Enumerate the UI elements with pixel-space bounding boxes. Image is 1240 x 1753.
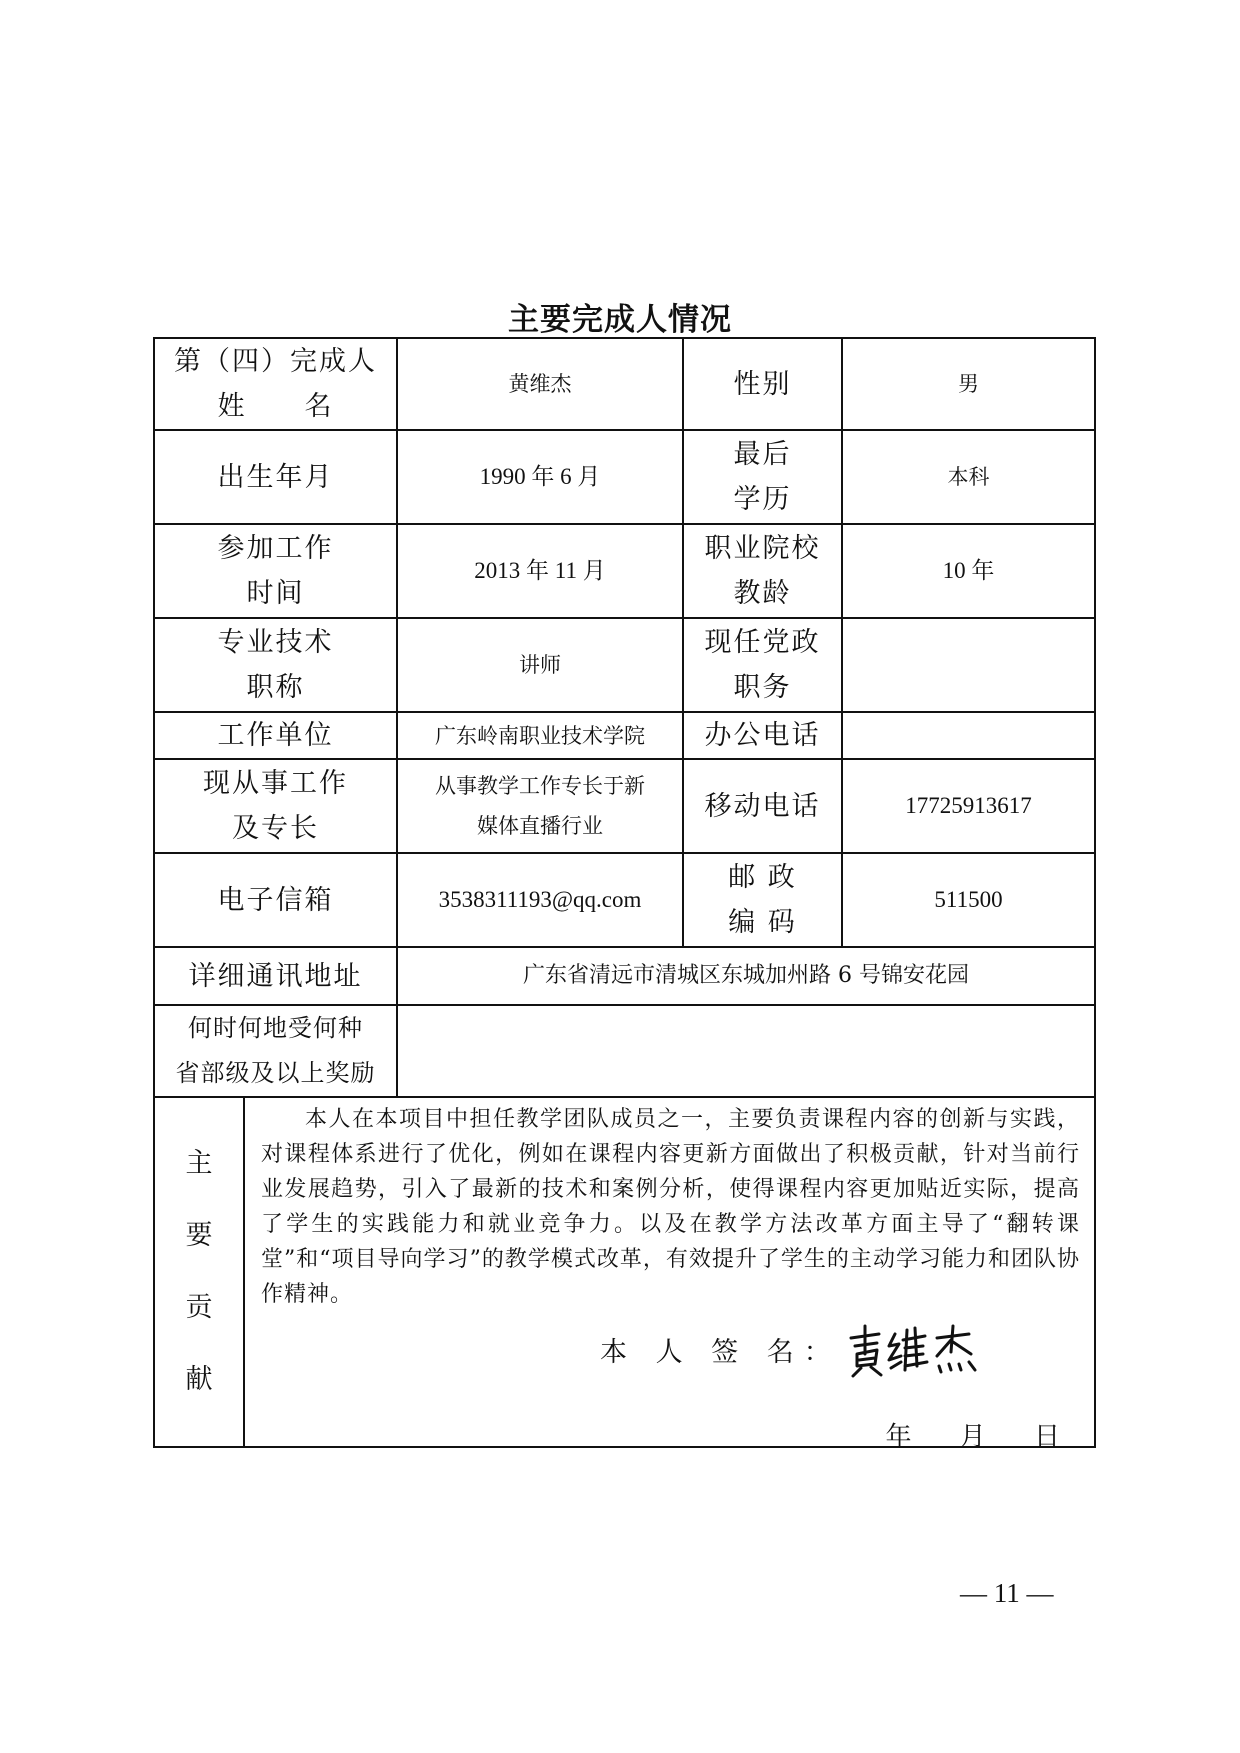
unit-label: 工作单位	[154, 712, 397, 759]
mobile-label: 移动电话	[683, 759, 842, 853]
specialty-value-1: 从事教学工作专长于新	[435, 774, 645, 798]
name-label-2: 姓 名	[217, 391, 334, 422]
contribution-label-char: 献	[185, 1364, 213, 1395]
office-phone-label: 办公电话	[683, 712, 842, 759]
contribution-label-cell	[154, 1097, 244, 1447]
postcode-label-cell	[683, 853, 842, 947]
signature-label: 本 人 签 名：	[600, 1337, 841, 1368]
contribution-label-char: 要	[185, 1220, 213, 1251]
birth-value: 1990 年 6 月	[397, 430, 683, 524]
page-number: — 11 —	[960, 1578, 1054, 1608]
teach-age-value: 10 年	[842, 524, 1095, 618]
address-value: 广东省清远市清城区东城加州路 6 号锦安花园	[397, 947, 1095, 1005]
awards-label-1: 何时何地受何种	[188, 1014, 363, 1042]
name-value: 黄维杰	[397, 338, 683, 430]
post-label-1: 现任党政	[704, 627, 821, 658]
teach-age-label-cell	[683, 524, 842, 618]
edu-label-cell	[683, 430, 842, 524]
name-label-cell	[154, 338, 397, 430]
unit-value: 广东岭南职业技术学院	[397, 712, 683, 759]
awards-label-cell	[154, 1005, 397, 1097]
awards-value	[397, 1005, 1095, 1097]
edu-label-1: 最后	[733, 439, 792, 470]
birth-label: 出生年月	[154, 430, 397, 524]
title-label-2: 职称	[246, 672, 305, 703]
mobile-value: 17725913617	[842, 759, 1095, 853]
page-title: 主要完成人情况	[508, 302, 732, 338]
name-label: 第（四）完成人	[174, 346, 377, 377]
row-specialty	[154, 759, 1095, 853]
title-label-1: 专业技术	[217, 627, 334, 658]
specialty-label-cell	[154, 759, 397, 853]
row-email	[154, 853, 1095, 947]
row-unit	[154, 712, 1095, 759]
address-label: 详细通讯地址	[154, 947, 397, 1005]
email-label: 电子信箱	[154, 853, 397, 947]
specialty-value-2: 媒体直播行业	[477, 814, 603, 838]
work-start-label-2: 时间	[246, 578, 305, 609]
date-line: 年 月 日	[885, 1422, 1080, 1452]
post-label-cell	[683, 618, 842, 712]
teach-age-label-1: 职业院校	[704, 533, 821, 564]
postcode-label-2: 编 码	[728, 907, 797, 938]
row-address	[154, 947, 1095, 1005]
postcode-value: 511500	[842, 853, 1095, 947]
row-title	[154, 618, 1095, 712]
row-contribution	[154, 1097, 1095, 1447]
teach-age-label-2: 教龄	[733, 578, 792, 609]
edu-label-2: 学历	[733, 484, 792, 515]
specialty-value-cell	[397, 759, 683, 853]
handwritten-signature	[845, 1320, 985, 1380]
gender-label: 性别	[683, 338, 842, 430]
post-value	[842, 618, 1095, 712]
work-start-value: 2013 年 11 月	[397, 524, 683, 618]
contribution-text: 本人在本项目中担任教学团队成员之一，主要负责课程内容的创新与实践，对课程体系进行了优化，例如在课程内容更新方面做出了积极贡献，针对当前行业发展趋势，引入了最新的技术和案例分析，使得课程内容更加贴近实际，提高了学生的实践能力和就业竞争力。以及在教学方法改革方面主导了“翻转课堂”和“项目导向学习”的教学模式改革，有效提升了学生的主动学习能力和团队协作精神。	[261, 1107, 1080, 1307]
office-phone-value	[842, 712, 1095, 759]
edu-value: 本科	[842, 430, 1095, 524]
row-work-start	[154, 524, 1095, 618]
gender-value: 男	[842, 338, 1095, 430]
specialty-label-1: 现从事工作	[203, 768, 348, 799]
personnel-form-table	[153, 337, 1096, 1452]
contribution-label-char: 贡	[185, 1292, 213, 1323]
row-name	[154, 338, 1095, 430]
row-awards	[154, 1005, 1095, 1097]
work-start-label-cell	[154, 524, 397, 618]
work-start-label-1: 参加工作	[217, 533, 334, 564]
contribution-cell	[244, 1097, 1095, 1452]
row-birth	[154, 430, 1095, 524]
title-value: 讲师	[397, 618, 683, 712]
specialty-label-2: 及专长	[232, 813, 319, 844]
title-label-cell	[154, 618, 397, 712]
awards-label-2: 省部级及以上奖励	[175, 1059, 376, 1087]
contribution-label-char: 主	[185, 1148, 213, 1179]
email-value: 3538311193@qq.com	[397, 853, 683, 947]
postcode-label-1: 邮 政	[728, 862, 797, 893]
post-label-2: 职务	[733, 672, 792, 703]
